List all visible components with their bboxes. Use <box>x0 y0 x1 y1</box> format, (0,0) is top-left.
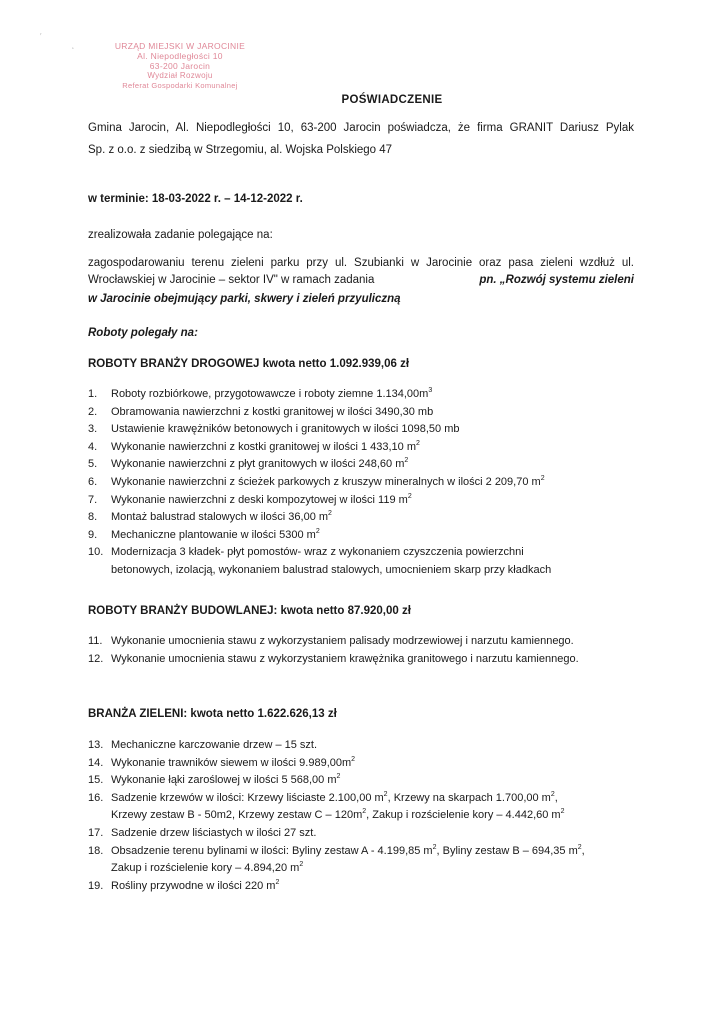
list-item: 10. Modernizacja 3 kładek- płyt pomostów- wraz z wykonaniem czyszczenia powierzchni betonowych, izolacją, wykonaniem balustrad stalowych, umocnieniem skarp przy kładkach <box>88 546 552 576</box>
task-line-1: zagospodarowaniu terenu zieleni parku przy ul. Szubianki w Jarocinie oraz pasa zieleni wzdłuż ul. <box>88 257 634 269</box>
intro-line-2: Sp. z o.o. z siedzibą w Strzegomiu, al. Wojska Polskiego 47 <box>88 144 393 156</box>
list-item: 16. Sadzenie krzewów w ilości: Krzewy liściaste 2.100,00 $m^2$, Krzewy na skarpach 1.700,00 $m^2$, Krzewy zestaw B - 50m2, Krzewy zestaw C – $120m^2$, Zakup i rozścielenie kory – 4.442,60 $m^2$ <box>88 790 565 822</box>
task-line-3: w Jarocinie obejmujący parki, skwery i zieleń przyuliczną <box>88 293 401 305</box>
list-item: 4. Wykonanie nawierzchni z kostki granitowej w ilości 1 433,10 $m^2$ <box>88 439 420 453</box>
works-heading: Roboty polegały na: <box>88 327 198 339</box>
greenery-works-list <box>88 737 585 895</box>
term-line: w terminie: 18-03-2022 r. – 14-12-2022 r. <box>88 193 303 205</box>
document-title: POŚWIADCZENIE <box>341 94 443 106</box>
list-item: 6. Wykonanie nawierzchni z ścieżek parkowych z kruszyw mineralnych w ilości 2 209,70 $m^2$ <box>88 474 545 488</box>
scan-mark: ˛ <box>72 40 75 49</box>
list-item: 11. Wykonanie umocnienia stawu z wykorzystaniem palisady modrzewiowej i narzutu kamiennego. <box>88 635 574 647</box>
section-heading-road: ROBOTY BRANŻY DROGOWEJ kwota netto 1.092.939,06 zł <box>88 358 410 370</box>
list-item: 5. Wykonanie nawierzchni z płyt granitowych w ilości 248,60 $m^2$ <box>88 457 409 471</box>
construction-works-list <box>88 633 579 668</box>
list-item: 12. Wykonanie umocnienia stawu z wykorzystaniem krawężnika granitowego i narzutu kamiennego. <box>88 652 579 665</box>
section-heading-greenery: BRANŻA ZIELENI: kwota netto 1.622.626,13 zł <box>88 708 337 720</box>
list-item: 8. Montaż balustrad stalowych w ilości 36,00 $m^2$ <box>88 510 332 524</box>
task-line-2: Wrocławskiej w Jarocinie – sektor IV" w ramach zadania pn. „Rozwój systemu zieleni <box>88 274 634 286</box>
list-item: 17. Sadzenie drzew liściastych w ilości 27 szt. <box>88 826 317 839</box>
task-intro: zrealizowała zadanie polegające na: <box>88 229 273 241</box>
list-item: 9. Mechaniczne plantowanie w ilości 5300 $m^2$ <box>88 527 320 541</box>
section-heading-construction: ROBOTY BRANŻY BUDOWLANEJ: kwota netto 87.920,00 zł <box>88 605 411 617</box>
scan-mark: ′ <box>40 32 42 41</box>
list-item: 18. Obsadzenie terenu bylinami w ilości: Byliny zestaw A - 4.199,85 $m^2$, Byliny zestaw B – 694,35 $m^2$, Zakup i rozścielenie kory – 4.894,20 $m^2$ <box>88 843 585 875</box>
list-item: 1. Roboty rozbiórkowe, przygotowawcze i roboty ziemne $1.134,00m^3$ <box>88 387 433 400</box>
list-item: 15. Wykonanie łąki zaroślowej w ilości 5 568,00 $m^2$ <box>88 773 341 787</box>
list-item: 19. Rośliny przywodne w ilości 220 $m^2$ <box>88 878 280 892</box>
list-item: 7. Wykonanie nawierzchni z deski kompozytowej w ilości 119 $m^2$ <box>88 492 412 506</box>
list-item: 14. Wykonanie trawników siewem w ilości $9.989,00m^2$ <box>88 755 356 769</box>
intro-line-1: Gmina Jarocin, Al. Niepodległości 10, 63-200 Jarocin poświadcza, że firma GRANIT Dariusz Pylak <box>88 122 634 134</box>
list-item: 3. Ustawienie krawężników betonowych i granitowych w ilości 1098,50 mb <box>88 423 460 436</box>
list-item: 2. Obramowania nawierzchni z kostki granitowej w ilości 3490,30 mb <box>88 405 434 418</box>
office-stamp: URZĄD MIEJSKI W JAROCINIE Al. Niepodległości 10 63-200 Jarocin Wydział Rozwoju Referat Gospodarki Komunalnej <box>114 41 246 90</box>
road-works-list <box>88 386 551 580</box>
list-item: 13. Mechaniczne karczowanie drzew – 15 szt. <box>88 739 318 751</box>
